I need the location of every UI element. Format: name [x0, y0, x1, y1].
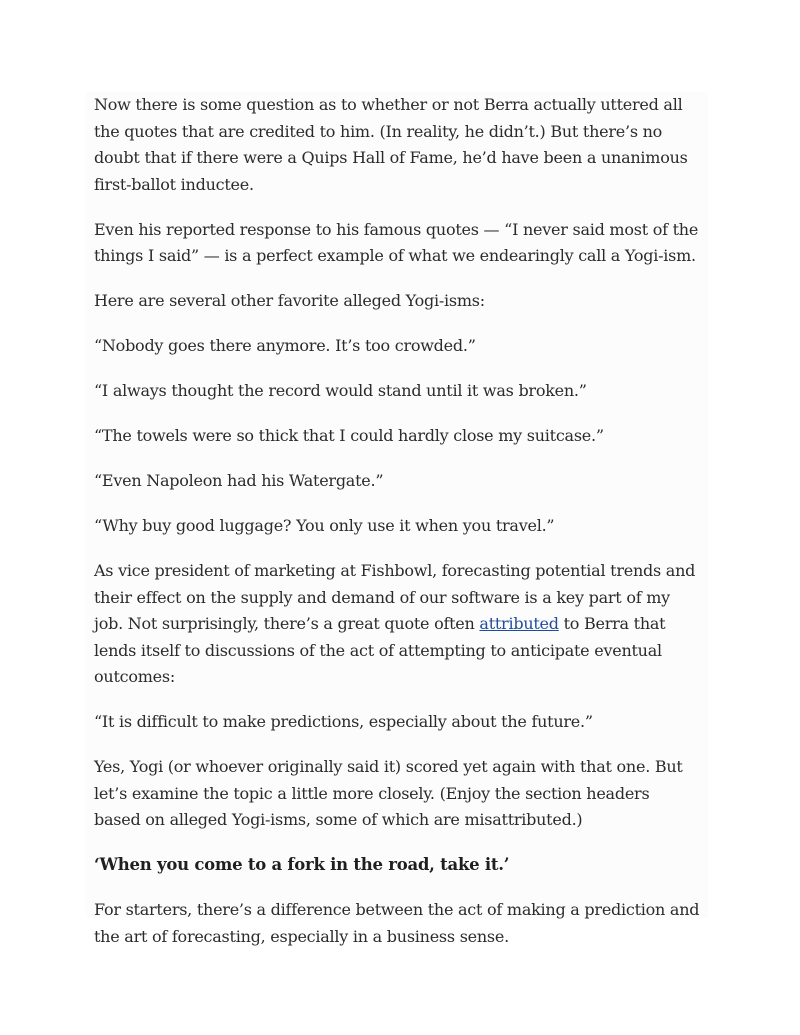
quote-difficult-predictions: “It is difficult to make predictions, especially about the future.” — [94, 712, 593, 731]
paragraph-other-yogi-isms: Here are several other favorite alleged Yogi-isms: — [94, 291, 485, 310]
article-body — [94, 92, 700, 950]
paragraph-berra-quotes-credited: Now there is some question as to whether or not Berra actually uttered all the quotes that are credited to him. (In reality, he didn’t.) But there’s no doubt that if there were a Quips Hall of Fame, he’d have been a unanimous first-ballot inductee. — [94, 95, 688, 194]
article-page — [86, 92, 708, 946]
quote-napoleon-watergate: “Even Napoleon had his Watergate.” — [94, 471, 384, 490]
paragraph-text-after-link: to Berra that lends itself to discussions of the act of attempting to anticipate eventual outcomes: — [94, 614, 666, 686]
attributed-link[interactable]: attributed — [479, 614, 559, 633]
quote-nobody-goes-there: “Nobody goes there anymore. It’s too crowded.” — [94, 336, 476, 355]
quote-record-would-stand: “I always thought the record would stand until it was broken.” — [94, 381, 587, 400]
paragraph-yogi-scored-again: Yes, Yogi (or whoever originally said it) scored yet again with that one. But let’s examine the topic a little more closely. (Enjoy the section headers based on alleged Yogi-isms, some of which are misattributed.) — [94, 757, 683, 829]
section-heading-fork-in-road: ‘When you come to a fork in the road, take it.’ — [94, 855, 510, 874]
quote-good-luggage: “Why buy good luggage? You only use it when you travel.” — [94, 516, 555, 535]
paragraph-reported-response: Even his reported response to his famous quotes — “I never said most of the things I said” — is a perfect example of what we endearingly call a Yogi-ism. — [94, 219, 699, 265]
quote-towels-so-thick: “The towels were so thick that I could hardly close my suitcase.” — [94, 426, 604, 445]
paragraph-vice-president-marketing — [94, 558, 700, 691]
paragraph-text-before-link: As vice president of marketing at Fishbowl, forecasting potential trends and their effect on the supply and demand of our software is a key part of my job. Not surprisingly, there’s a great quote often — [94, 561, 696, 633]
paragraph-for-starters: For starters, there’s a difference between the act of making a prediction and the art of forecasting, especially in a business sense. — [94, 900, 700, 946]
